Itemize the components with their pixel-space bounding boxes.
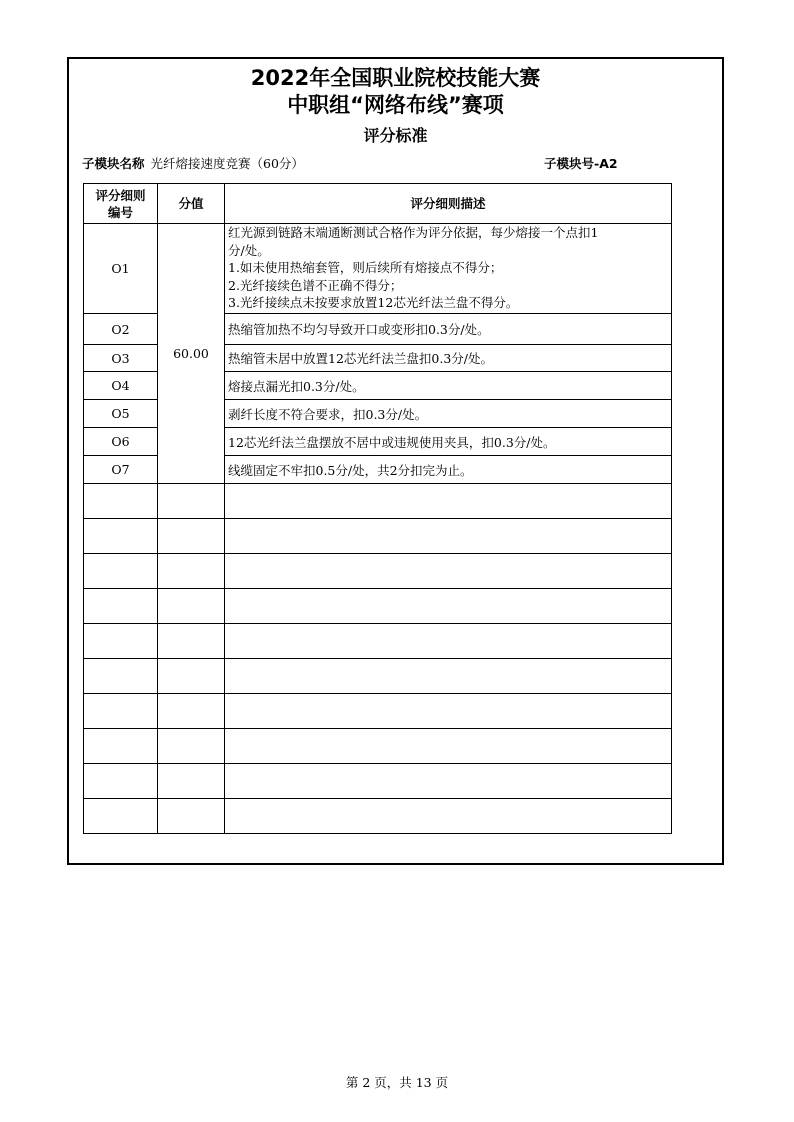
desc-line: 分/处。 <box>228 242 270 258</box>
page-frame <box>67 57 724 865</box>
submodule-name-label: 子模块名称 <box>82 156 145 171</box>
row-desc: 剥纤长度不符合要求，扣0.3分/处。 <box>225 400 672 428</box>
desc-line: 1.如未使用热缩套管，则后续所有熔接点不得分； <box>228 260 503 275</box>
score-value: 60.00 <box>158 224 225 484</box>
submodule-number: 子模块号-A2 <box>544 156 618 171</box>
row-code: O4 <box>84 372 158 400</box>
row-code: O5 <box>84 400 158 428</box>
empty-row <box>84 799 672 834</box>
header-code-line: 评分细则 <box>95 187 146 203</box>
desc-line: 2.光纤接续色谱不正确不得分； <box>228 277 403 293</box>
empty-row <box>84 589 672 624</box>
table-header-row <box>84 184 672 224</box>
header-code <box>84 184 158 224</box>
header-code-line: 编号 <box>107 204 133 220</box>
desc-line: 红光源到链路末端通断测试合格作为评分依据，每少熔接一个点扣1 <box>228 225 599 240</box>
row-code: O6 <box>84 428 158 456</box>
submodule-name <box>82 155 304 173</box>
page-footer: 第 2 页，共 13 页 <box>345 1075 449 1090</box>
row-desc <box>225 224 672 314</box>
row-desc: 12芯光纤法兰盘摆放不居中或违规使用夹具，扣0.3分/处。 <box>225 428 672 456</box>
desc-line: 3.光纤接续点未按要求放置12芯光纤法兰盘不得分。 <box>228 295 519 310</box>
row-code: O1 <box>84 224 158 314</box>
row-desc: 熔接点漏光扣0.3分/处。 <box>225 372 672 400</box>
row-desc: 热缩管加热不均匀导致开口或变形扣0.3分/处。 <box>225 314 672 345</box>
empty-row <box>84 659 672 694</box>
table-row <box>84 224 672 314</box>
title-scoring-standard: 评分标准 <box>363 126 428 145</box>
header-desc: 评分细则描述 <box>225 184 672 224</box>
header-score: 分值 <box>158 184 225 224</box>
empty-row <box>84 764 672 799</box>
scoring-table <box>83 183 672 834</box>
empty-row <box>84 554 672 589</box>
row-code: O3 <box>84 345 158 372</box>
row-code: O7 <box>84 456 158 484</box>
title-competition: 2022年全国职业院校技能大赛 <box>250 66 541 90</box>
empty-row <box>84 694 672 729</box>
empty-row <box>84 624 672 659</box>
submodule-name-value: 光纤熔接速度竞赛（60分） <box>150 156 304 171</box>
empty-row <box>84 729 672 764</box>
empty-row <box>84 484 672 519</box>
title-event: 中职组“网络布线”赛项 <box>287 93 504 117</box>
row-desc: 热缩管未居中放置12芯光纤法兰盘扣0.3分/处。 <box>225 345 672 372</box>
row-code: O2 <box>84 314 158 345</box>
empty-row <box>84 519 672 554</box>
row-desc: 线缆固定不牢扣0.5分/处，共2分扣完为止。 <box>225 456 672 484</box>
